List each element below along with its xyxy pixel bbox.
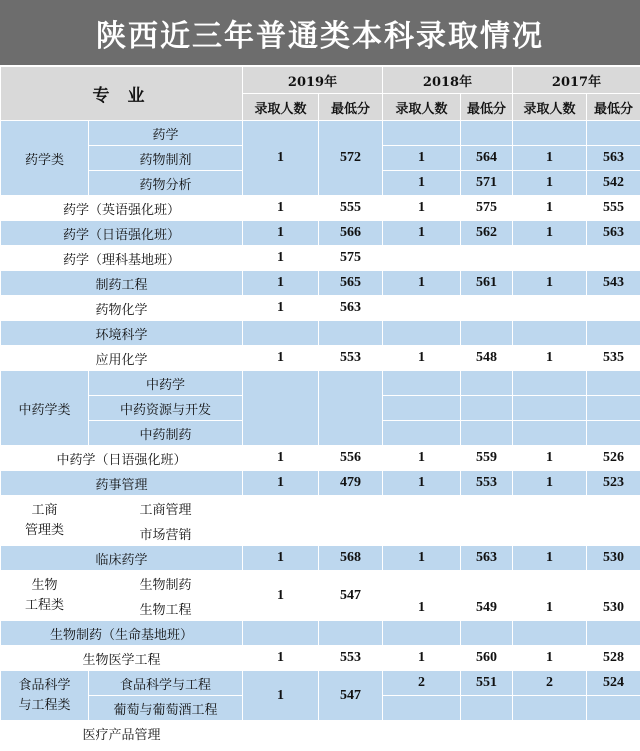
count-cell: 1 xyxy=(243,446,319,471)
count-cell: 1 xyxy=(383,171,461,196)
major-name: 生物医学工程 xyxy=(1,646,243,671)
count-cell: 1 xyxy=(243,471,319,496)
min-score-cell: 562 xyxy=(461,221,513,246)
count-cell: 1 xyxy=(243,121,319,196)
min-score-cell: 563 xyxy=(587,146,640,171)
group-label: 生物 工程类 xyxy=(1,571,89,621)
table-row xyxy=(1,121,640,146)
min-score-cell: 555 xyxy=(587,196,640,221)
min-score-cell: 561 xyxy=(461,271,513,296)
min-score-cell: 479 xyxy=(319,471,383,496)
min-score-header: 最低分 xyxy=(461,94,513,121)
count-cell: 1 xyxy=(243,346,319,371)
count-cell: 2 xyxy=(513,671,587,696)
major-name: 药学（英语强化班） xyxy=(1,196,243,221)
table-row xyxy=(1,246,640,271)
min-score-cell: 556 xyxy=(319,446,383,471)
major-name: 医疗产品管理 xyxy=(1,721,243,746)
count-cell: 1 xyxy=(243,546,319,571)
major-name: 市场营销 xyxy=(89,521,243,546)
group-label: 食品科学 与工程类 xyxy=(1,671,89,721)
table-row xyxy=(1,371,640,396)
year-header: 2017年 xyxy=(513,67,640,94)
count-cell: 1 xyxy=(513,346,587,371)
major-name: 药物制剂 xyxy=(89,146,243,171)
group-label: 药学类 xyxy=(1,121,89,196)
min-score-cell: 553 xyxy=(319,346,383,371)
year-header: 2019年 xyxy=(243,67,383,94)
major-name: 药学 xyxy=(89,121,243,146)
count-cell: 1 xyxy=(243,246,319,271)
min-score-cell: 549 xyxy=(461,596,513,621)
min-score-cell: 530 xyxy=(587,546,640,571)
count-cell: 1 xyxy=(383,596,461,621)
count-cell: 1 xyxy=(243,296,319,321)
year-header: 2018年 xyxy=(383,67,513,94)
count-cell: 1 xyxy=(243,646,319,671)
group-label: 工商 管理类 xyxy=(1,496,89,546)
table-row xyxy=(1,621,640,646)
table-row xyxy=(1,221,640,246)
min-score-cell: 543 xyxy=(587,271,640,296)
min-score-cell: 575 xyxy=(319,246,383,271)
min-score-cell: 542 xyxy=(587,171,640,196)
min-score-cell: 551 xyxy=(461,671,513,696)
min-score-cell: 563 xyxy=(587,221,640,246)
count-cell: 1 xyxy=(513,546,587,571)
count-cell: 1 xyxy=(513,471,587,496)
min-score-cell: 526 xyxy=(587,446,640,471)
count-cell: 1 xyxy=(513,446,587,471)
count-header: 录取人数 xyxy=(513,94,587,121)
min-score-cell: 566 xyxy=(319,221,383,246)
table-row xyxy=(1,521,640,546)
major-name: 生物制药（生命基地班） xyxy=(1,621,243,646)
count-cell: 1 xyxy=(383,446,461,471)
major-name: 药学（理科基地班） xyxy=(1,246,243,271)
count-cell: 1 xyxy=(383,146,461,171)
count-cell: 1 xyxy=(513,271,587,296)
table-row xyxy=(1,671,640,696)
min-score-cell: 555 xyxy=(319,196,383,221)
count-header: 录取人数 xyxy=(243,94,319,121)
table-row xyxy=(1,321,640,346)
count-cell: 1 xyxy=(513,646,587,671)
min-score-cell: 559 xyxy=(461,446,513,471)
table-row xyxy=(1,546,640,571)
min-score-cell: 524 xyxy=(587,671,640,696)
count-cell: 1 xyxy=(243,671,319,721)
min-score-cell: 560 xyxy=(461,646,513,671)
major-name: 临床药学 xyxy=(1,546,243,571)
min-score-cell: 553 xyxy=(461,471,513,496)
table-row xyxy=(1,196,640,221)
major-name: 葡萄与葡萄酒工程 xyxy=(89,696,243,721)
major-name: 生物工程 xyxy=(89,596,243,621)
count-cell: 1 xyxy=(243,571,319,621)
table-row xyxy=(1,271,640,296)
major-name: 工商管理 xyxy=(89,496,243,521)
major-name: 中药学 xyxy=(89,371,243,396)
table-row xyxy=(1,571,640,596)
min-score-cell: 575 xyxy=(461,196,513,221)
major-name: 药物分析 xyxy=(89,171,243,196)
count-cell: 1 xyxy=(243,221,319,246)
count-cell: 1 xyxy=(513,596,587,621)
count-cell: 1 xyxy=(383,346,461,371)
major-name: 药学（日语强化班） xyxy=(1,221,243,246)
group-label: 中药学类 xyxy=(1,371,89,446)
min-score-cell: 568 xyxy=(319,546,383,571)
min-score-cell: 547 xyxy=(319,571,383,621)
min-score-cell: 535 xyxy=(587,346,640,371)
count-cell: 1 xyxy=(513,146,587,171)
major-name: 食品科学与工程 xyxy=(89,671,243,696)
min-score-header: 最低分 xyxy=(319,94,383,121)
min-score-header: 最低分 xyxy=(587,94,640,121)
min-score-cell: 523 xyxy=(587,471,640,496)
major-name: 药物化学 xyxy=(1,296,243,321)
count-cell: 1 xyxy=(383,196,461,221)
min-score-cell: 548 xyxy=(461,346,513,371)
min-score-cell: 564 xyxy=(461,146,513,171)
table-row xyxy=(1,346,640,371)
count-cell: 1 xyxy=(383,646,461,671)
min-score-cell: 528 xyxy=(587,646,640,671)
page-title: 陕西近三年普通类本科录取情况 xyxy=(0,0,640,65)
count-cell: 1 xyxy=(513,196,587,221)
major-name: 中药学（日语强化班） xyxy=(1,446,243,471)
major-name: 环境科学 xyxy=(1,321,243,346)
major-name: 中药资源与开发 xyxy=(89,396,243,421)
min-score-cell: 530 xyxy=(587,596,640,621)
min-score-cell: 553 xyxy=(319,646,383,671)
count-cell: 1 xyxy=(383,471,461,496)
min-score-cell: 563 xyxy=(319,296,383,321)
count-cell: 2 xyxy=(383,671,461,696)
table-row xyxy=(1,496,640,521)
min-score-cell: 563 xyxy=(461,546,513,571)
table-row xyxy=(1,721,640,746)
min-score-cell: 547 xyxy=(319,671,383,721)
count-cell: 1 xyxy=(243,196,319,221)
table-row xyxy=(1,471,640,496)
min-score-cell: 572 xyxy=(319,121,383,196)
min-score-cell: 571 xyxy=(461,171,513,196)
count-cell: 1 xyxy=(513,171,587,196)
header-row-years xyxy=(1,67,640,94)
count-cell: 1 xyxy=(513,221,587,246)
count-cell: 1 xyxy=(383,221,461,246)
count-cell: 1 xyxy=(243,271,319,296)
major-header: 专 业 xyxy=(1,67,243,121)
major-name: 制药工程 xyxy=(1,271,243,296)
major-name: 中药制药 xyxy=(89,421,243,446)
min-score-cell: 565 xyxy=(319,271,383,296)
count-cell: 1 xyxy=(383,546,461,571)
count-cell: 1 xyxy=(383,271,461,296)
count-header: 录取人数 xyxy=(383,94,461,121)
table-row xyxy=(1,646,640,671)
table-row xyxy=(1,446,640,471)
major-name: 生物制药 xyxy=(89,571,243,596)
table-row xyxy=(1,296,640,321)
major-name: 应用化学 xyxy=(1,346,243,371)
major-name: 药事管理 xyxy=(1,471,243,496)
admission-table xyxy=(0,66,640,746)
